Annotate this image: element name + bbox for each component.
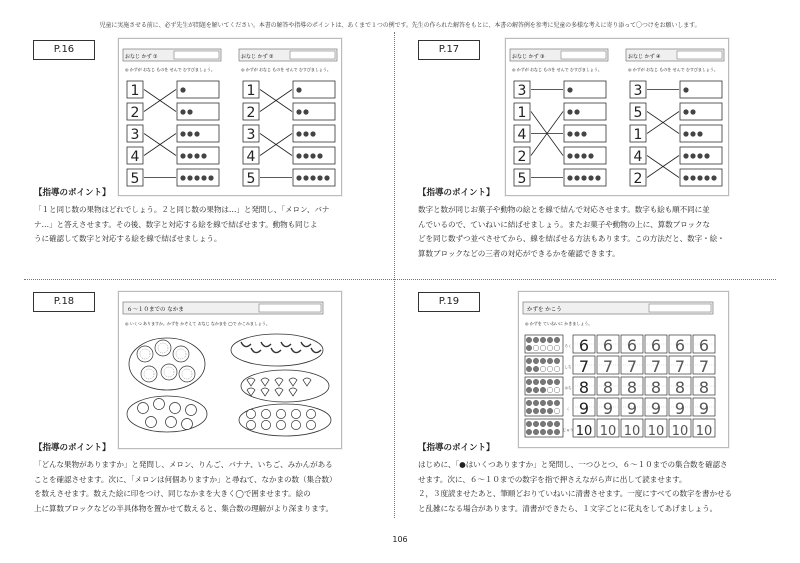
worksheet-p19-drawing — [519, 292, 728, 447]
ws17-number: 5 — [517, 171, 527, 187]
counting-dot — [526, 387, 532, 393]
ws16-number: 2 — [246, 105, 256, 121]
counting-dot — [540, 400, 546, 406]
worksheet-p17-drawing — [506, 39, 728, 195]
ws17-number: 1 — [633, 127, 643, 143]
counting-dot — [540, 408, 546, 414]
melon-drawing — [161, 364, 177, 380]
number-digit: 6 — [626, 336, 638, 355]
number-digit: 9 — [626, 399, 638, 418]
counting-dot — [554, 429, 560, 435]
ws16-picture-dot — [303, 175, 308, 180]
point-text-p18 — [34, 458, 337, 516]
number-digit: 9 — [578, 399, 590, 418]
strawberry-drawing — [261, 388, 269, 396]
orange-drawing — [306, 420, 315, 429]
ws16-number: 4 — [246, 149, 256, 165]
ws17-picture-dot — [567, 153, 572, 158]
ws16-picture-dot — [187, 109, 192, 114]
point-text-p17 — [418, 203, 725, 261]
counting-dot — [554, 408, 560, 414]
point-text-p16 — [34, 203, 329, 247]
counting-dot — [547, 379, 553, 385]
counting-dot — [533, 366, 539, 372]
number-reading: はち — [564, 386, 572, 390]
counting-dot — [540, 358, 546, 364]
ws16-number: 5 — [130, 171, 140, 187]
number-digit: 7 — [698, 357, 710, 376]
ws16-picture-dot — [201, 153, 206, 158]
counting-dot — [547, 345, 553, 351]
counting-dot — [533, 421, 539, 427]
ws16-instruction-left: ◎ かずが おなじ ものを せんで むすびましょう。 — [125, 67, 215, 72]
banana-drawing — [281, 342, 291, 347]
counting-dot — [533, 429, 539, 435]
p18-line-3: を数えさせます。数えた絵に印をつけ、同じなかまを大きく◯で囲ませます。絵の — [34, 489, 311, 498]
counting-dot — [554, 379, 560, 385]
ws17-picture-dot — [690, 131, 695, 136]
banana-drawing — [251, 348, 261, 353]
page-label-p16: P.16 — [33, 40, 95, 60]
counting-dot — [533, 358, 539, 364]
ws17-picture-dot — [567, 109, 572, 114]
counting-dot — [540, 421, 546, 427]
number-digit: 7 — [674, 357, 686, 376]
orange-drawing — [261, 409, 270, 418]
ws16-number: 1 — [246, 83, 256, 99]
p19-line-3: ２，３度読ませたあと、筆順どおりていねいに清書させます。一度にすべての数字を書かせる — [418, 489, 732, 498]
counting-dot — [526, 358, 532, 364]
ws16-picture-dot — [296, 153, 301, 158]
p17-line-4: 算数ブロックなどの三者の対応ができるかを確認できます。 — [418, 248, 620, 258]
ws16-picture-dot — [303, 131, 308, 136]
banana-drawing — [301, 342, 311, 347]
ws16-picture-dot — [187, 175, 192, 180]
counting-dot — [533, 387, 539, 393]
counting-dot — [526, 421, 532, 427]
ws19-instruction: ◎ かずを ていねいに かきましょう。 — [525, 321, 593, 326]
ws17-picture-dot — [690, 175, 695, 180]
ws16-picture-dot — [187, 131, 192, 136]
orange-drawing — [246, 409, 255, 418]
counting-dot — [554, 358, 560, 364]
number-digit: 10 — [599, 424, 617, 439]
point-heading-p18: 【指導のポイント】 — [34, 443, 111, 453]
number-digit: 6 — [674, 336, 686, 355]
melon-drawing — [173, 346, 189, 362]
ws17-number: 4 — [633, 149, 643, 165]
ws16-picture-dot — [180, 131, 185, 136]
strawberry-drawing — [289, 388, 297, 396]
counting-dot — [533, 345, 539, 351]
p19-line-2: せます。次に、６～１０までの数字を指で押さえながら声に出して読ませます。 — [418, 474, 687, 484]
worksheet-p17 — [505, 38, 729, 196]
ws16-picture-dot — [303, 109, 308, 114]
ws17-number: 3 — [517, 83, 527, 99]
orange-drawing — [276, 409, 285, 418]
ws16-right-title: おなじ かず ② — [241, 54, 274, 60]
counting-dot — [547, 387, 553, 393]
counting-dot — [533, 408, 539, 414]
number-digit: 7 — [650, 357, 662, 376]
ws17-picture-dot — [697, 153, 702, 158]
ws17-right-title: おなじ かず ④ — [628, 54, 661, 60]
strawberry-drawing — [275, 378, 283, 386]
orange-drawing — [276, 420, 285, 429]
ws17-number: 2 — [517, 149, 527, 165]
page-number: 106 — [392, 535, 408, 544]
horizontal-divider — [24, 279, 776, 280]
page-label-p17: P.17 — [418, 40, 480, 60]
number-digit: 10 — [623, 424, 641, 439]
number-digit: 8 — [650, 378, 662, 397]
ws17-picture-dot — [683, 175, 688, 180]
p18-line-4: 上に算数ブロックなどの半具体物を置かせて数えると、集合数の理解がより深まります。 — [34, 503, 333, 513]
ws16-number: 5 — [246, 171, 256, 187]
ws17-picture-dot — [581, 131, 586, 136]
ws16-picture-dot — [180, 109, 185, 114]
ws16-picture-dot — [187, 153, 192, 158]
strawberry-drawing — [247, 378, 255, 386]
ws17-picture-dot — [683, 153, 688, 158]
page-label-p19: P.19 — [418, 292, 480, 312]
ws17-picture-dot — [567, 87, 572, 92]
ws16-picture-dot — [201, 175, 206, 180]
ws17-picture-dot — [567, 131, 572, 136]
counting-dot — [547, 337, 553, 343]
orange-drawing — [261, 420, 270, 429]
counting-dot — [554, 337, 560, 343]
strawberry-drawing — [261, 378, 269, 386]
ws16-picture-dot — [324, 175, 329, 180]
counting-dot — [540, 366, 546, 372]
notice-line: 児童に実施させる前に、必ず先生が問題を解いてください。本書の解答や指導のポイントは、あくまで１つの例です。先生の作られた解答をもとに、本書の解答例を参考に児童の多様な考えに寄り添って〇つけをお願いします。 — [99, 22, 701, 29]
counting-dot — [526, 400, 532, 406]
ws16-picture-dot — [296, 175, 301, 180]
p18-line-2: ことを確認させます。次に、「メロンは何個ありますか」と尋ねて、なかまの数（集合数） — [34, 474, 337, 484]
ws16-left-title: おなじ かず ① — [125, 54, 158, 60]
counting-dot — [540, 379, 546, 385]
number-digit: 7 — [602, 357, 614, 376]
ws17-number: 4 — [517, 127, 527, 143]
number-digit: 8 — [698, 378, 710, 397]
number-digit: 6 — [698, 336, 710, 355]
p17-line-2: んでいるので、ていねいに結ばせましょう。またお菓子や動物の上に、算数ブロックな — [418, 219, 710, 229]
ws17-picture-dot — [588, 153, 593, 158]
ws16-picture-dot — [194, 131, 199, 136]
strawberry-drawing — [289, 378, 297, 386]
counting-dot — [554, 366, 560, 372]
number-reading: じゅう — [562, 428, 574, 432]
p17-line-1: 数字と数が同じお菓子や動物の絵とを線で結んで対応させます。数字も絵も順不同に並 — [418, 205, 710, 214]
ws17-instruction-right: ◎ かずが おなじ ものを せんで むすびましょう。 — [628, 67, 718, 72]
counting-dot — [533, 400, 539, 406]
worksheet-p16-drawing — [119, 39, 341, 195]
ws16-instruction-right: ◎ かずが おなじ ものを せんで むすびましょう。 — [241, 67, 331, 72]
number-digit: 8 — [626, 378, 638, 397]
ws17-picture-dot — [581, 175, 586, 180]
p18-line-1: 「どんな果物がありますか」と発問し、メロン、りんご、バナナ、いちご、みかんがある — [34, 460, 333, 469]
counting-dot — [554, 421, 560, 427]
ws16-picture-dot — [317, 153, 322, 158]
counting-dot — [526, 337, 532, 343]
banana-drawing — [261, 342, 271, 347]
number-digit: 8 — [602, 378, 614, 397]
ws16-number: 2 — [130, 105, 140, 121]
ws16-picture-dot — [180, 153, 185, 158]
ws17-picture-dot — [704, 175, 709, 180]
number-reading: しち — [564, 365, 572, 369]
ws17-picture-dot — [690, 109, 695, 114]
banana-drawing — [311, 348, 321, 353]
worksheet-p18-drawing — [119, 292, 341, 448]
p17-line-3: どを同じ数ずつ並べさせてから、線を結ばせる方法もあります。この方法だと、数字・絵・ — [418, 234, 725, 243]
ws17-picture-dot — [581, 153, 586, 158]
number-digit: 7 — [578, 357, 590, 376]
counting-dot — [540, 387, 546, 393]
counting-dot — [547, 408, 553, 414]
ws16-picture-dot — [310, 131, 315, 136]
ws16-picture-dot — [180, 175, 185, 180]
ws17-picture-dot — [574, 131, 579, 136]
ws17-picture-dot — [574, 153, 579, 158]
p16-line-3: うに確認して数字と対応する絵を線で結ばせましょう。 — [34, 234, 222, 243]
counting-dot — [533, 379, 539, 385]
banana-drawing — [241, 342, 251, 347]
apple-drawing — [138, 403, 149, 414]
strawberry-drawing — [275, 388, 283, 396]
number-digit: 9 — [602, 399, 614, 418]
page-label-p18: P.18 — [33, 292, 95, 312]
vertical-divider — [394, 32, 395, 518]
number-reading: ろく — [564, 344, 572, 348]
counting-dot — [547, 421, 553, 427]
ws17-number: 2 — [633, 171, 643, 187]
counting-dot — [533, 337, 539, 343]
ws17-picture-dot — [683, 109, 688, 114]
ws16-picture-dot — [208, 175, 213, 180]
ws16-number: 3 — [130, 127, 140, 143]
ws16-picture-dot — [310, 175, 315, 180]
apple-drawing — [186, 405, 197, 416]
number-digit: 6 — [578, 336, 590, 355]
ws17-picture-dot — [690, 153, 695, 158]
number-digit: 7 — [626, 357, 638, 376]
number-digit: 10 — [575, 424, 593, 439]
worksheet-p19 — [518, 291, 729, 448]
apple-drawing — [182, 419, 193, 430]
apple-drawing — [146, 417, 157, 428]
counting-dot — [526, 345, 532, 351]
point-heading-p16: 【指導のポイント】 — [34, 188, 111, 198]
banana-drawing — [271, 348, 281, 353]
ws17-instruction-left: ◎ かずが おなじ ものを せんで むすびましょう。 — [512, 67, 602, 72]
ws16-picture-dot — [310, 153, 315, 158]
p19-line-4: と乱雑になる場合があります。清書ができたら、１文字ごとに花丸をしてあげましょう。 — [418, 503, 718, 513]
ws17-number: 5 — [633, 105, 643, 121]
orange-drawing — [291, 420, 300, 429]
p16-line-1: 「１と同じ数の果物はどれでしょう。２と同じ数の果物は…」と発問し、「メロン、バナ — [34, 205, 330, 214]
counting-dot — [540, 337, 546, 343]
counting-dot — [526, 366, 532, 372]
melon-drawing — [137, 346, 153, 362]
orange-drawing — [306, 409, 315, 418]
counting-dot — [526, 429, 532, 435]
ws17-picture-dot — [697, 131, 702, 136]
banana-drawing — [291, 348, 301, 353]
ws17-picture-dot — [567, 175, 572, 180]
apple-drawing — [154, 399, 165, 410]
ws17-picture-dot — [588, 175, 593, 180]
point-text-p19 — [418, 458, 732, 516]
p16-line-2: ナ…」と答えさせます。その後、数字と対応する絵を線で結ばせます。動物も同じよ — [34, 219, 318, 229]
ws17-left-title: おなじ かず ③ — [512, 54, 545, 60]
ws16-picture-dot — [194, 175, 199, 180]
number-digit: 9 — [674, 399, 686, 418]
number-digit: 8 — [578, 378, 590, 397]
ws16-number: 4 — [130, 149, 140, 165]
counting-dot — [547, 429, 553, 435]
ws16-picture-dot — [194, 153, 199, 158]
ws17-picture-dot — [704, 153, 709, 158]
orange-drawing — [291, 409, 300, 418]
ws16-picture-dot — [303, 153, 308, 158]
counting-dot — [554, 387, 560, 393]
number-digit: 6 — [650, 336, 662, 355]
ws16-picture-dot — [296, 109, 301, 114]
ws16-picture-dot — [296, 87, 301, 92]
p19-line-1: はじめに、「●はいくつありますか」と発問し、一つひとつ、６～１０までの集合数を確認さ — [418, 460, 728, 469]
counting-dot — [540, 345, 546, 351]
point-heading-p17: 【指導のポイント】 — [418, 188, 495, 198]
number-digit: 8 — [674, 378, 686, 397]
worksheet-p18 — [118, 291, 342, 449]
number-reading: く — [566, 407, 570, 411]
ws17-picture-dot — [574, 109, 579, 114]
ws17-picture-dot — [574, 175, 579, 180]
number-digit: 9 — [698, 399, 710, 418]
ws18-instruction: ◎ いくつ ありますか。かずを かぞえて おなじ なかまを ◯で かこみましょう。 — [125, 321, 270, 326]
number-digit: 10 — [671, 424, 689, 439]
ws17-picture-dot — [697, 175, 702, 180]
number-digit: 10 — [695, 424, 713, 439]
counting-dot — [554, 345, 560, 351]
counting-dot — [547, 366, 553, 372]
ws16-picture-dot — [180, 87, 185, 92]
ws16-number: 1 — [130, 83, 140, 99]
ws16-number: 3 — [246, 127, 256, 143]
melon-drawing — [141, 366, 157, 382]
ws17-picture-dot — [595, 175, 600, 180]
ws16-picture-dot — [296, 131, 301, 136]
counting-dot — [540, 429, 546, 435]
counting-dot — [526, 408, 532, 414]
ws19-title: かずを かこう — [527, 307, 562, 313]
ws17-number: 1 — [517, 105, 527, 121]
ws17-number: 3 — [633, 83, 643, 99]
melon-drawing — [179, 366, 195, 382]
counting-dot — [547, 358, 553, 364]
ws17-picture-dot — [683, 87, 688, 92]
apple-drawing — [166, 417, 177, 428]
orange-drawing — [246, 420, 255, 429]
melon-drawing — [155, 340, 171, 356]
number-digit: 6 — [602, 336, 614, 355]
counting-dot — [526, 379, 532, 385]
number-digit: 10 — [647, 424, 665, 439]
ws16-picture-dot — [317, 175, 322, 180]
ws18-title: ６～１０までの なかま — [127, 307, 184, 313]
point-heading-p19: 【指導のポイント】 — [418, 443, 495, 453]
ws17-picture-dot — [711, 175, 716, 180]
strawberry-drawing — [303, 378, 311, 386]
counting-dot — [547, 400, 553, 406]
apple-drawing — [170, 403, 181, 414]
number-digit: 9 — [650, 399, 662, 418]
worksheet-p16 — [118, 38, 342, 196]
counting-dot — [554, 400, 560, 406]
ws17-picture-dot — [683, 131, 688, 136]
